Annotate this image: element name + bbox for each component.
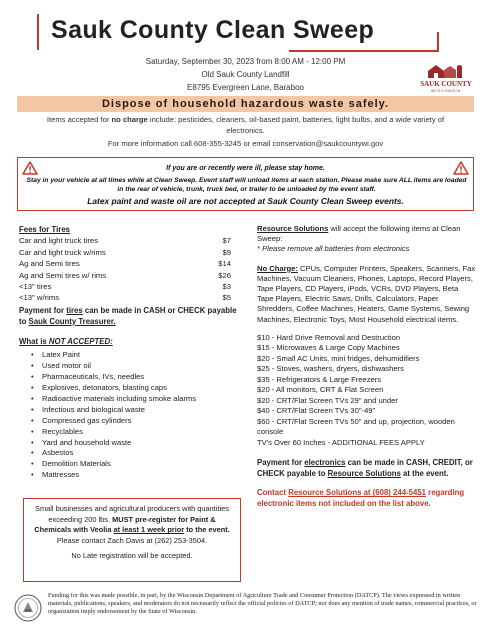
electronics-payment-payee: Resource Solutions (327, 469, 401, 479)
not-accepted-item: • Pharmaceuticals, IVs, needles (31, 372, 239, 383)
page-title: Sauk County Clean Sweep (51, 16, 375, 44)
not-accepted-item: • Latex Paint (31, 350, 239, 361)
tire-fee-row (19, 281, 239, 292)
not-accepted-item: • Asbestos (31, 448, 239, 459)
event-address: E8795 Evergreen Lane, Baraboo (187, 83, 304, 92)
electronics-fee-item: $60 - CRT/Flat Screen TVs 50" and up, projection, wooden console (257, 416, 455, 437)
wisconsin-seal-icon (14, 594, 42, 622)
tire-fee-label: Car and light truck tires (19, 236, 99, 246)
right-column (257, 224, 476, 509)
not-accepted-item: • Recyclables (31, 427, 239, 438)
not-accepted-item: • Demolition Materials (31, 459, 239, 470)
tire-fee-label: Car and light truck w/rims (19, 247, 106, 257)
tire-fee-price: $7 (222, 236, 231, 246)
tire-fee-row (19, 270, 239, 281)
tire-payment-method: can be made in CASH or CHECK payable to (19, 305, 237, 326)
resource-contact-phone[interactable]: Resource Solutions at (608) 244-5451 (288, 488, 427, 498)
not-accepted-heading-em: NOT ACCEPTED: (48, 336, 113, 346)
tire-fee-row (19, 258, 239, 269)
title-frame-bottom-bar (289, 50, 439, 52)
warning-illness: If you are or recently were ill, please stay home. (166, 165, 325, 172)
preregister-deadline: at least 1 week prior (113, 525, 185, 535)
event-location: Old Sauk County Landfill (201, 70, 290, 79)
tire-fees-list (19, 235, 239, 303)
tire-fee-label: Ag and Semi tires (19, 259, 80, 269)
not-accepted-item: • Explosives, detonators, blasting caps (31, 383, 239, 394)
battery-note: * Please remove all batteries from electronics (257, 244, 410, 254)
tire-fee-row (19, 292, 239, 303)
electronics-fee-item: $20 - Small AC Units, mini fridges, dehumidifiers (257, 353, 420, 363)
tire-fee-label: <13" w/rims (19, 293, 60, 303)
resource-intro (257, 224, 476, 244)
no-charge-emphasis: no charge (111, 115, 148, 124)
contact-info: For more information call 608-355-3245 or email conservation@saukcountywi.gov (107, 139, 384, 148)
tire-payment-payee: Sauk County Treasurer. (28, 316, 116, 326)
not-accepted-list (19, 350, 239, 481)
electronics-fee-item: $10 - Hard Drive Removal and Destruction (257, 332, 401, 342)
tire-payment-prefix: Payment for (19, 305, 67, 315)
not-accepted-item: • Yard and household waste (31, 438, 239, 449)
warning-vehicle: Stay in your vehicle at all times while at Clean Sweep. Event staff will unload items at each station. Please make sure ALL items are loaded in the rear of vehicle, trunk, truck bed, or trailer to be unloaded by the event staff. (26, 177, 467, 193)
info-block (27, 114, 464, 149)
title-frame-right-bar (437, 32, 439, 52)
tire-fee-row (19, 235, 239, 246)
electronics-fee-item: $40 - CRT/Flat Screen TVs 30"-49" (257, 406, 376, 416)
electronics-payment-prefix: Payment for (257, 458, 305, 468)
resource-intro-text: will accept the following items at Clean Sweep: (257, 224, 461, 244)
not-accepted-item: • Infectious and biological waste (31, 405, 239, 416)
no-charge-label: No Charge: (257, 263, 298, 273)
electronics-payment-end: at the event. (400, 469, 449, 479)
not-accepted-item: • Radioactive materials including smoke alarms (31, 394, 239, 405)
accepted-items-list: include: pesticides, cleaners, oil-based paint, batteries, light bulbs, and a wide variety of electronics. (147, 115, 445, 135)
preregister-box (23, 498, 241, 582)
preregister-event: to the event. (184, 525, 230, 535)
resource-contact-prefix: Contact (257, 488, 289, 498)
event-date: Saturday, September 30, 2023 from 8:00 AM - 12:00 PM (145, 57, 346, 66)
not-accepted-item: • Used motor oil (31, 361, 239, 372)
title-frame-left-bar (37, 14, 39, 50)
preregister-text: Small businesses and agricultural producers with quantities exceeding 200 lbs. (35, 504, 229, 524)
electronics-fee-item: $15 - Microwaves & Large Copy Machines (257, 343, 400, 353)
logo-subtext: WISCONSIN (430, 88, 462, 93)
not-accepted-item: • Compressed gas cylinders (31, 416, 239, 427)
electronics-fee-item: $25 - Stoves, washers, dryers, dishwashers (257, 364, 404, 374)
accepted-items-prefix: Items accepted for (46, 115, 112, 124)
resource-contact-text: regarding electronic items not included on the list above. (257, 488, 465, 509)
barn-icon (426, 62, 466, 80)
tire-fee-price: $3 (222, 282, 231, 292)
electronics-fee-item: $20 - All monitors, CRT & Flat Screen (257, 385, 384, 395)
electronics-fee-list (257, 333, 476, 449)
electronics-payment-method: can be made in CASH, CREDIT, or CHECK payable to (257, 458, 473, 479)
tire-payment-note (19, 305, 239, 327)
tire-fee-price: $14 (218, 259, 231, 269)
preregister-late-note: No Late registration will be accepted. (71, 551, 193, 561)
tire-fee-label: <13" tires (19, 282, 52, 292)
electronics-fee-item: $20 - CRT/Flat Screen TVs 29" and under (257, 395, 398, 405)
tire-fee-row (19, 247, 239, 258)
preregister-contact: Please contact Zach Davis at (262) 253-3504. (56, 535, 208, 545)
electronics-payment-word: electronics (304, 458, 346, 468)
funding-disclaimer: Funding for this was made possible, in part, by the Wisconsin Department of Agriculture Trade and Consumer Protection (DATCP). The views expressed in written materials, publications, speakers, and moderators do not necessarily reflect the official policies of DATCP; nor does any mention of trade names, commercial practices, or organization imply endorsement by the State of Wisconsin. (48, 592, 477, 615)
title-frame (37, 14, 439, 52)
warning-box (17, 157, 474, 211)
no-charge-list: CPUs, Computer Printers, Speakers, Scanners, Fax Machines, Vacuum Cleaners, Phones, Laptops, Record Players, Tape Players, CD Players, iPods, VCRs, DVD Players, Beta Tape Players, Electric Saws, Drills, Calculators, Paper Shredders, Coffee Machines, Heaters, Game Systems, Sewing Machines, Electronic Toys, Most Household electrical items. (257, 263, 476, 324)
resource-name: Resource Solutions (257, 224, 329, 233)
resource-contact (257, 487, 476, 509)
tire-fees-heading: Fees for Tires (19, 225, 70, 234)
tire-fee-price: $9 (222, 247, 231, 257)
not-accepted-heading-prefix: What is (19, 336, 49, 346)
warning-not-accepted: Latex paint and waste oil are not accepted at Sauk County Clean Sweep events. (87, 196, 404, 206)
banner-headline: Dispose of household hazardous waste safely. (17, 96, 474, 112)
electronics-fee-item: TV's Over 60 Inches - ADDITIONAL FEES APPLY (257, 437, 425, 447)
tire-fee-price: $5 (222, 293, 231, 303)
accepted-items-text (27, 114, 464, 136)
footer (14, 591, 480, 631)
not-accepted-item: • Mattresses (31, 470, 239, 481)
tire-fee-label: Ag and Semi tires w/ rims (19, 270, 107, 280)
electronics-fee-item: $35 - Refrigerators & Large Freezers (257, 374, 382, 384)
left-column (19, 224, 239, 481)
tire-fee-price: $26 (218, 270, 231, 280)
not-accepted-heading (19, 336, 239, 347)
preregister-must: MUST pre-register for Paint & Chemicals with Veolia (34, 514, 216, 535)
tire-payment-word: tires (66, 305, 83, 315)
logo-text: SAUK COUNTY (420, 80, 472, 88)
electronics-payment-note (257, 457, 476, 479)
no-charge-items (257, 264, 476, 325)
